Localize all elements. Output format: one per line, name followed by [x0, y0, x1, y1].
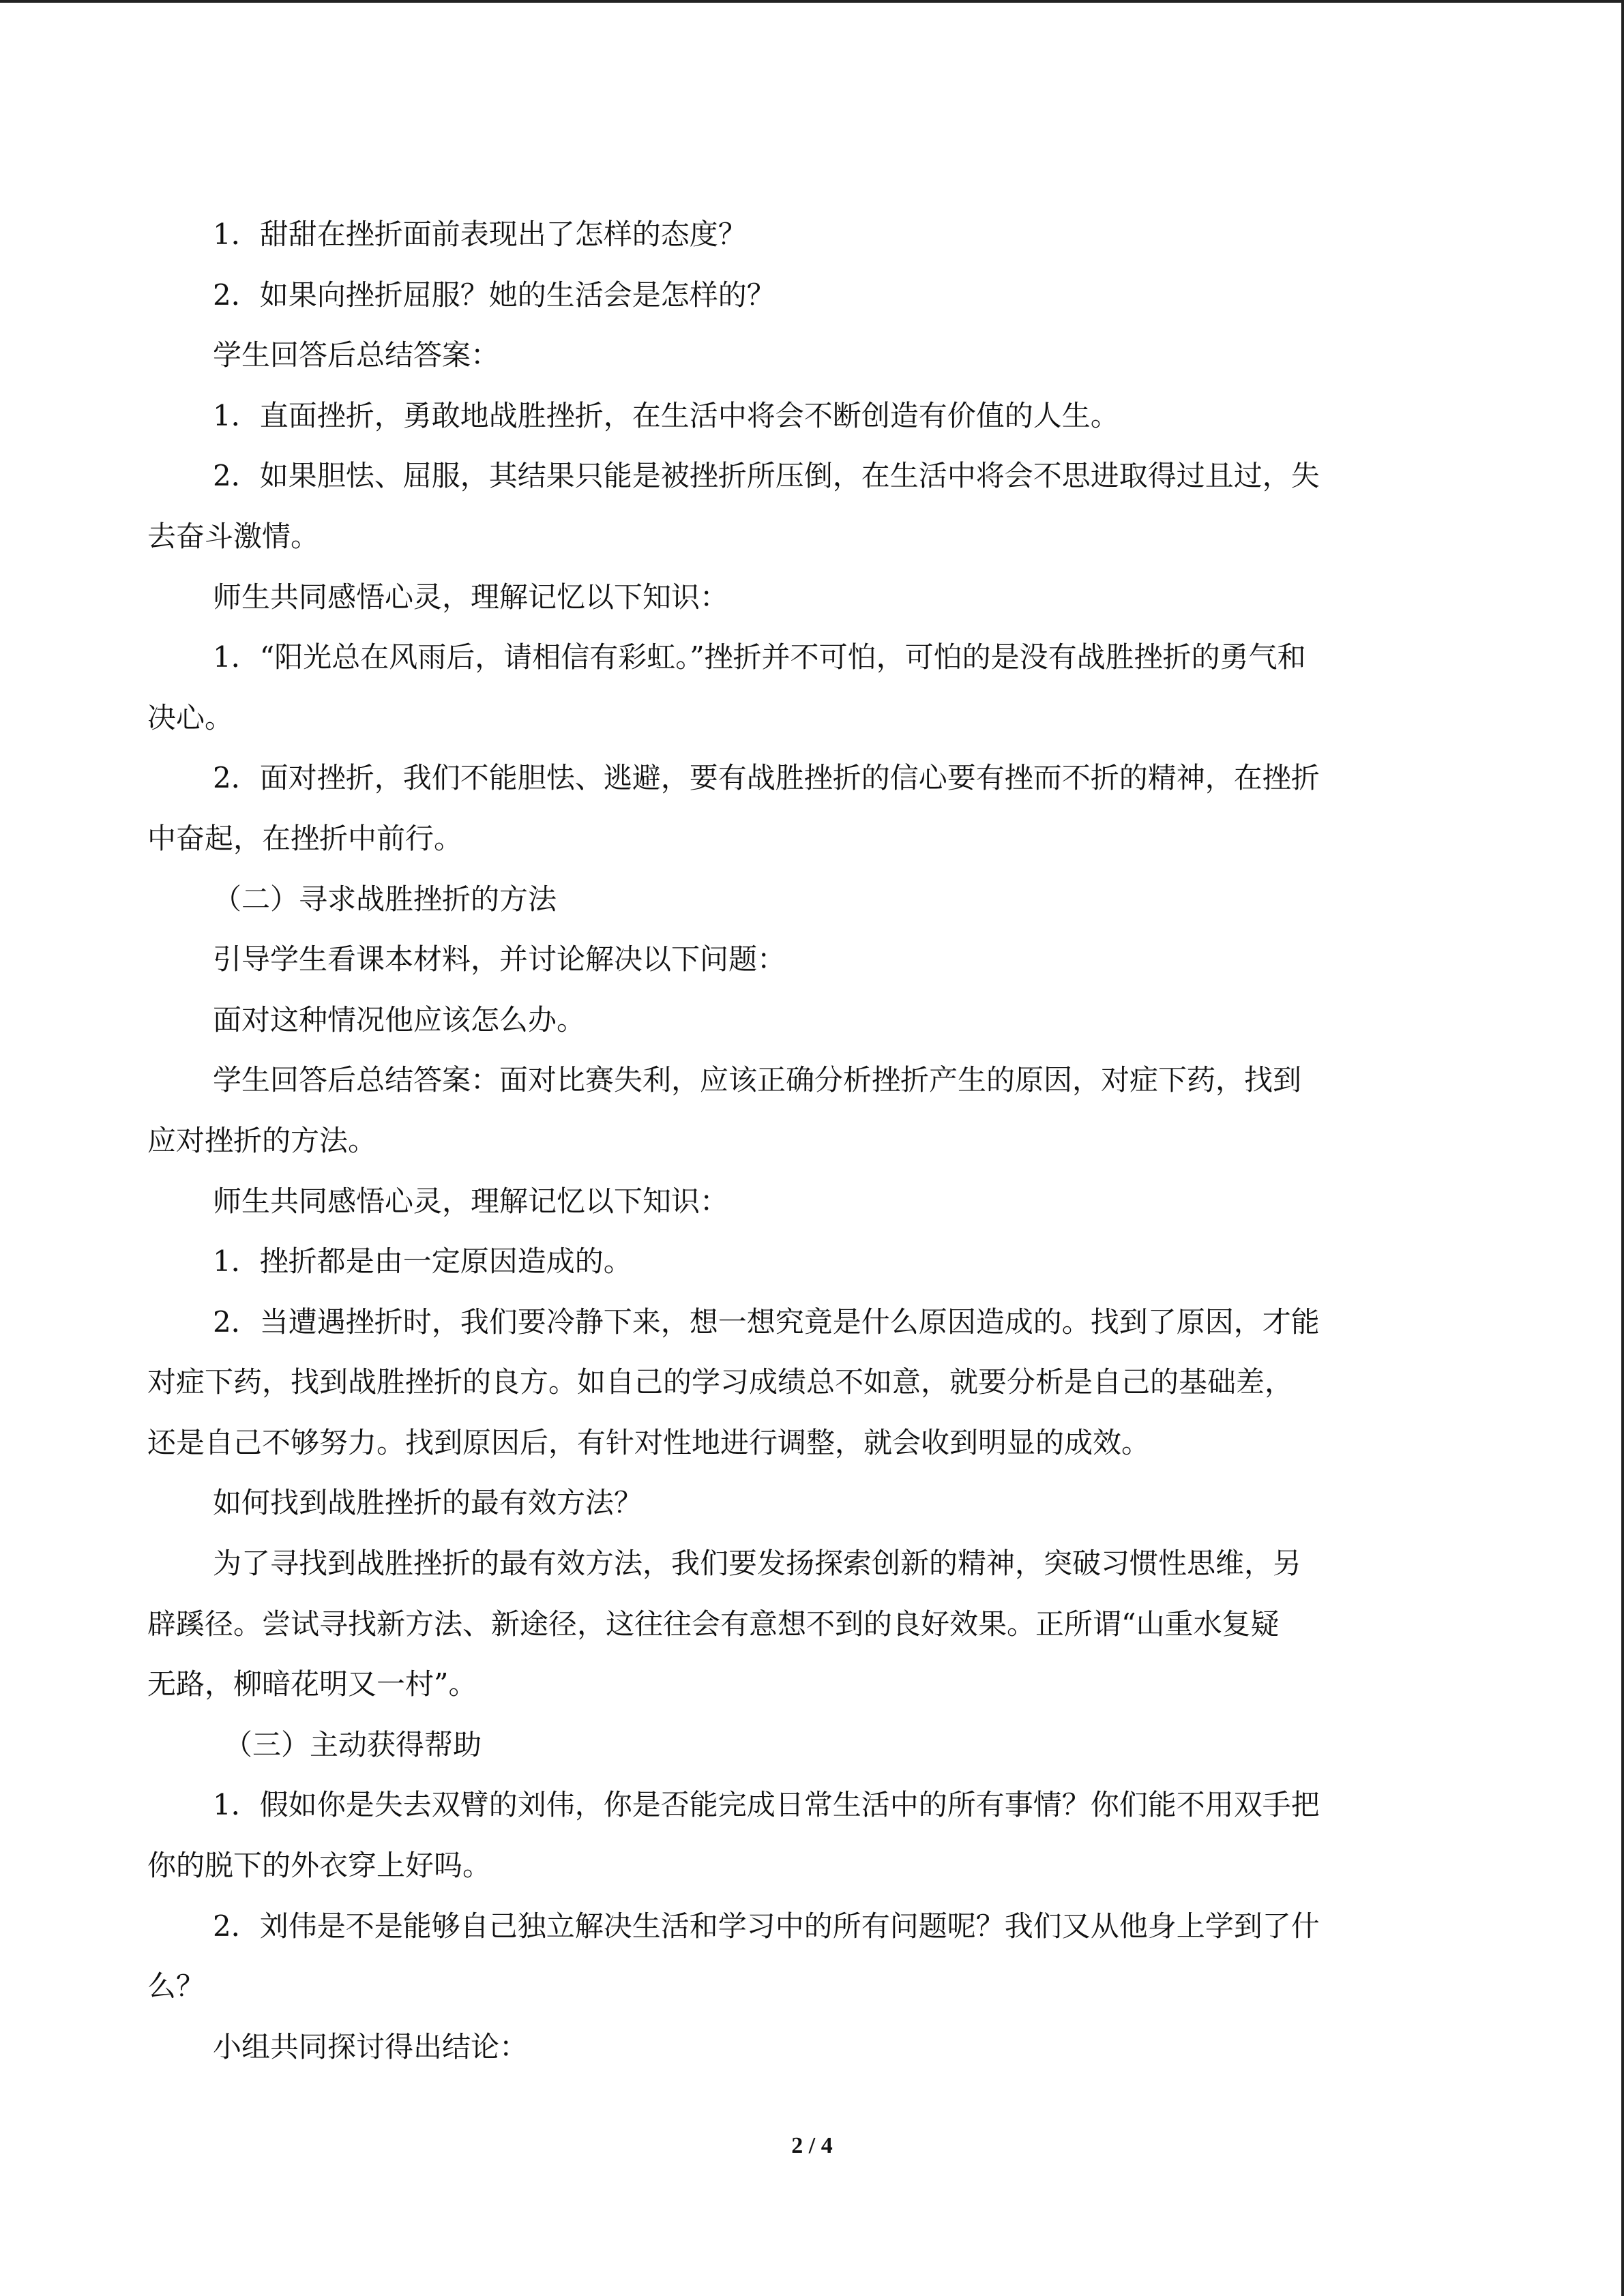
knowledge-intro: 师生共同感悟心灵，理解记忆以下知识：	[213, 580, 729, 614]
question-text: 面对这种情况他应该怎么办。	[213, 1002, 586, 1037]
answer-summary-line-1: 学生回答后总结答案：面对比赛失利，应该正确分析挫折产生的原因，对症下药，找到	[213, 1063, 1302, 1097]
question-2: 2．如果向挫折屈服？她的生活会是怎样的？	[213, 278, 776, 312]
knowledge-2-line-2: 中奋起，在挫折中前行。	[147, 821, 463, 855]
knowledge-intro-2: 师生共同感悟心灵，理解记忆以下知识：	[213, 1184, 729, 1218]
right-border-line	[1621, 0, 1624, 2296]
answer-summary-line-2: 应对挫折的方法。	[147, 1123, 377, 1157]
help-question-2-line-2: 么？	[147, 1969, 205, 2003]
top-border-line	[0, 0, 1624, 3]
knowledge-1-line-2: 决心。	[147, 700, 234, 734]
section-heading-3: （三）主动获得帮助	[224, 1727, 482, 1761]
knowledge-1-line-1: 1．“阳光总在风雨后，请相信有彩虹。”挫折并不可怕，可怕的是没有战胜挫折的勇气和	[213, 640, 1306, 674]
page-number: 2 / 4	[791, 2133, 833, 2158]
help-question-2-line-1: 2．刘伟是不是能够自己独立解决生活和学习中的所有问题呢？我们又从他身上学到了什	[213, 1909, 1320, 1943]
knowledge-point-2-line-3: 还是自己不够努力。找到原因后，有针对性地进行调整，就会收到明显的成效。	[147, 1425, 1151, 1459]
guide-text: 引导学生看课本材料，并讨论解决以下问题：	[213, 942, 786, 976]
knowledge-point-1: 1．挫折都是由一定原因造成的。	[213, 1244, 632, 1279]
knowledge-point-2-line-1: 2．当遭遇挫折时，我们要冷静下来，想一想究竟是什么原因造成的。找到了原因，才能	[213, 1304, 1320, 1339]
group-conclusion: 小组共同探讨得出结论：	[213, 2029, 529, 2063]
knowledge-2-line-1: 2．面对挫折，我们不能胆怯、逃避，要有战胜挫折的信心要有挫而不折的精神，在挫折	[213, 761, 1320, 795]
section-heading-2: （二）寻求战胜挫折的方法	[213, 882, 557, 916]
help-question-1-line-1: 1．假如你是失去双臂的刘伟，你是否能完成日常生活中的所有事情？你们能不用双手把	[213, 1788, 1320, 1822]
answer-2-line-1: 2．如果胆怯、屈服，其结果只能是被挫折所压倒，在生活中将会不思进取得过且过，失	[213, 459, 1320, 493]
help-question-1-line-2: 你的脱下的外衣穿上好吗。	[147, 1849, 492, 1883]
method-question: 如何找到战胜挫折的最有效方法？	[213, 1486, 643, 1520]
question-1: 1．甜甜在挫折面前表现出了怎样的态度？	[213, 218, 747, 251]
method-answer-line-2: 辟蹊径。尝试寻找新方法、新途径，这往往会有意想不到的良好效果。正所谓“山重水复疑	[147, 1607, 1280, 1641]
method-answer-line-1: 为了寻找到战胜挫折的最有效方法，我们要发扬探索创新的精神，突破习惯性思维，另	[213, 1547, 1302, 1581]
document-body	[147, 205, 1471, 2077]
knowledge-point-2-line-2: 对症下药，找到战胜挫折的良方。如自己的学习成绩总不如意，就要分析是自己的基础差，	[147, 1365, 1294, 1399]
method-answer-line-3: 无路，柳暗花明又一村”。	[147, 1667, 477, 1701]
answer-2-line-2: 去奋斗激情。	[147, 519, 320, 553]
answer-1: 1．直面挫折，勇敢地战胜挫折，在生活中将会不断创造有价值的人生。	[213, 398, 1119, 432]
answer-intro: 学生回答后总结答案：	[213, 338, 500, 372]
